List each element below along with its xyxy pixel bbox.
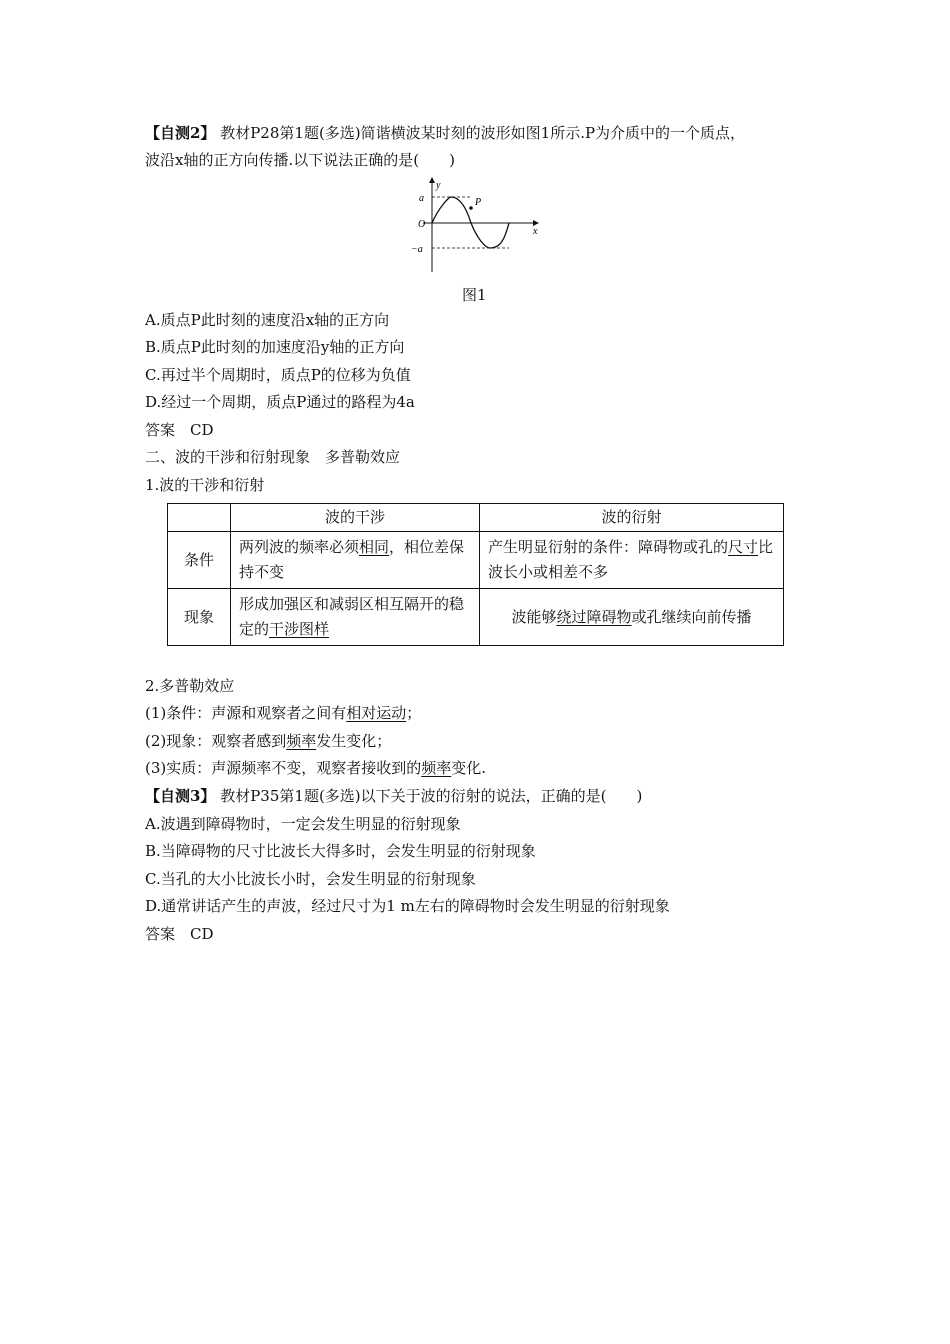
q3-tag: 【自测3】 bbox=[145, 787, 216, 805]
point-p-marker bbox=[469, 206, 473, 210]
p-label: P bbox=[475, 197, 482, 208]
table-row bbox=[168, 589, 784, 646]
q2-option-d: D.经过一个周期，质点P通过的路程为4a bbox=[145, 393, 415, 411]
a-label: a bbox=[419, 193, 424, 204]
q2-option-b: B.质点P此时刻的加速度沿y轴的正方向 bbox=[145, 338, 405, 356]
q3-option-b: B.当障碍物的尺寸比波长大得多时，会发生明显的衍射现象 bbox=[145, 842, 536, 860]
doppler-item: (2)现象：观察者感到频率发生变化； bbox=[145, 732, 392, 750]
key-term: 尺寸 bbox=[728, 538, 759, 556]
table-header-corner bbox=[168, 504, 231, 532]
doppler-item: (1)条件：声源和观察者之间有相对运动； bbox=[145, 704, 422, 722]
q2-option-c: C.再过半个周期时，质点P的位移为负值 bbox=[145, 366, 411, 384]
wave-figure bbox=[405, 172, 550, 277]
q2-tag: 【自测2】 bbox=[145, 124, 216, 142]
section-heading: 二、波的干涉和衍射现象 多普勒效应 bbox=[145, 448, 401, 466]
doppler-item: (3)实质：声源频率不变，观察者接收到的频率变化. bbox=[145, 759, 487, 777]
q2-stem-line2: 波沿x轴的正方向传播.以下说法正确的是( ) bbox=[145, 151, 455, 169]
neg-a-label: −a bbox=[411, 244, 423, 255]
table-header-diffraction: 波的衍射 bbox=[480, 504, 784, 532]
key-term: 相同 bbox=[359, 538, 390, 556]
q2-stem-text: 教材P28第1题(多选)简谐横波某时刻的波形如图1所示.P为介质中的一个质点， bbox=[220, 124, 746, 142]
cell-diffraction-condition: 产生明显衍射的条件：障碍物或孔的尺寸比波长小或相差不多 bbox=[480, 532, 784, 589]
key-term: 干涉图样 bbox=[269, 620, 330, 638]
cell-interference-phenomenon: 形成加强区和减弱区相互隔开的稳定的干涉图样 bbox=[231, 589, 480, 646]
q3-answer: 答案 CD bbox=[145, 925, 214, 943]
q2-answer: 答案 CD bbox=[145, 421, 214, 439]
key-term: 频率 bbox=[286, 732, 317, 750]
row-label-condition: 条件 bbox=[168, 532, 231, 589]
key-term: 频率 bbox=[421, 759, 452, 777]
subheading-interference-diffraction: 1.波的干涉和衍射 bbox=[145, 476, 265, 494]
q2-option-a: A.质点P此时刻的速度沿x轴的正方向 bbox=[145, 311, 390, 329]
table-header-interference: 波的干涉 bbox=[231, 504, 480, 532]
figure-caption: 图1 bbox=[462, 286, 487, 304]
q3-option-d: D.通常讲话产生的声波，经过尺寸为1 m左右的障碍物时会发生明显的衍射现象 bbox=[145, 897, 670, 915]
key-term: 相对运动 bbox=[346, 704, 407, 722]
origin-label: O bbox=[418, 219, 426, 230]
x-label: x bbox=[533, 226, 538, 237]
y-label: y bbox=[436, 180, 441, 191]
q3-option-a: A.波遇到障碍物时，一定会发生明显的衍射现象 bbox=[145, 815, 461, 833]
cell-interference-condition: 两列波的频率必须相同，相位差保持不变 bbox=[231, 532, 480, 589]
table-row bbox=[168, 532, 784, 589]
q2-stem-line1 bbox=[145, 123, 745, 143]
interference-diffraction-table bbox=[167, 503, 784, 646]
row-label-phenomenon: 现象 bbox=[168, 589, 231, 646]
cell-diffraction-phenomenon: 波能够绕过障碍物或孔继续向前传播 bbox=[480, 589, 784, 646]
subheading-doppler: 2.多普勒效应 bbox=[145, 677, 235, 695]
q3-option-c: C.当孔的大小比波长小时，会发生明显的衍射现象 bbox=[145, 870, 476, 888]
q3-stem bbox=[145, 786, 642, 806]
q3-stem-text: 教材P35第1题(多选)以下关于波的衍射的说法，正确的是( ) bbox=[220, 787, 643, 805]
table-header-row bbox=[168, 504, 784, 532]
key-term: 绕过障碍物 bbox=[556, 607, 632, 626]
